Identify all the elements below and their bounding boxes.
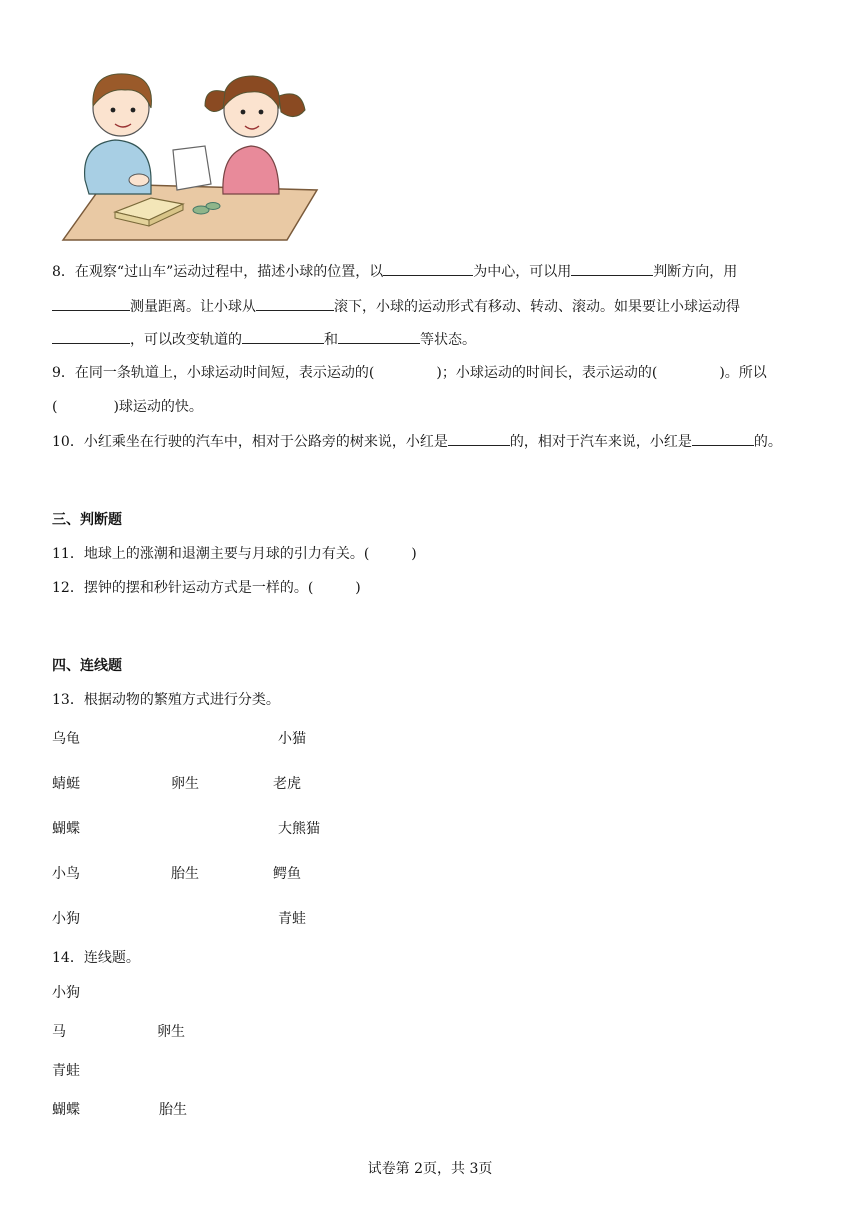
q8-text: 滚下，小球的运动形式有移动、转动、滚动。如果要让小球运动得 (334, 299, 740, 315)
question-11 (52, 544, 417, 564)
q13-right-item[interactable]: 小猫 (278, 731, 306, 747)
q8-blank-state-2[interactable] (338, 329, 420, 344)
q14-left-item[interactable]: 小狗 (52, 985, 80, 1001)
question-10 (52, 431, 782, 452)
q13-left-item[interactable]: 蝴蝶 (52, 821, 80, 837)
q9-text: 9．在同一条轨道上，小球运动时间短，表示运动的( (52, 365, 375, 381)
boy-figure (85, 74, 152, 194)
q10-text: 的。 (753, 434, 782, 450)
q9-text: )球运动的快。 (113, 399, 203, 415)
section-title: 四、连线题 (52, 658, 122, 674)
q14-right-item[interactable]: 卵生 (157, 1024, 185, 1040)
question-9-line-2 (52, 397, 203, 417)
q8-text: 8．在观察“过山车”运动过程中，描述小球的位置，以 (52, 264, 384, 280)
q12-text: 12．摆钟的摆和秒针运动方式是一样的。( (52, 580, 314, 596)
q8-blank-state-1[interactable] (242, 329, 324, 344)
question-8-line-3 (52, 329, 476, 350)
question-8-line-1 (52, 261, 737, 282)
q13-right-item[interactable]: 老虎 (273, 776, 301, 792)
q9-text: ( (52, 399, 58, 415)
q8-text: 和 (324, 332, 338, 348)
page-footer: 试卷第 2页，共 3页 (367, 1161, 493, 1177)
q8-text: 等状态。 (420, 332, 476, 348)
q14-left-item[interactable]: 蝴蝶 (52, 1102, 80, 1118)
q8-blank-direction[interactable] (571, 261, 653, 276)
q8-blank-measure[interactable] (52, 296, 130, 311)
q13-left-item[interactable]: 乌龟 (52, 731, 80, 747)
question-9-line-1 (52, 363, 767, 383)
question-12 (52, 578, 361, 598)
section-title: 三、判断题 (52, 512, 122, 528)
q8-blank-center[interactable] (383, 261, 473, 276)
q13-middle-item[interactable]: 卵生 (171, 776, 199, 792)
q9-text: )。所以 (719, 365, 767, 381)
q14-left-item[interactable]: 马 (52, 1024, 66, 1040)
q12-close-paren: ) (355, 580, 361, 596)
q13-left-item[interactable]: 蜻蜓 (52, 776, 80, 792)
question-8-line-2 (52, 296, 740, 317)
q13-right-item[interactable]: 鳄鱼 (273, 866, 301, 882)
q13-right-item[interactable]: 大熊猫 (278, 821, 320, 837)
q10-text: 10．小红乘坐在行驶的汽车中，相对于公路旁的树来说，小红是 (52, 434, 448, 450)
q13-right-item[interactable]: 青蛙 (278, 911, 306, 927)
q11-close-paren: ) (411, 546, 417, 562)
q8-text: ，可以改变轨道的 (130, 332, 242, 348)
q8-text: 为中心，可以用 (473, 264, 572, 280)
q14-right-item[interactable]: 胎生 (159, 1102, 187, 1118)
children-experiment-illustration (55, 62, 320, 244)
q10-text: 的，相对于汽车来说，小红是 (509, 434, 692, 450)
q13-middle-item[interactable]: 胎生 (171, 866, 199, 882)
q8-text: 测量距离。让小球从 (130, 299, 256, 315)
q13-left-item[interactable]: 小狗 (52, 911, 80, 927)
q10-blank-1[interactable] (448, 431, 510, 446)
q8-blank-roll-from[interactable] (256, 296, 334, 311)
q8-blank-speed[interactable] (52, 329, 130, 344)
q14-left-item[interactable]: 青蛙 (52, 1063, 80, 1079)
q9-text: )；小球运动的时间长，表示运动的( (436, 365, 658, 381)
q10-blank-2[interactable] (692, 431, 754, 446)
question-13-prompt: 13．根据动物的繁殖方式进行分类。 (52, 692, 280, 708)
question-14-prompt: 14．连线题。 (52, 950, 140, 966)
q11-text: 11．地球上的涨潮和退潮主要与月球的引力有关。( (52, 546, 370, 562)
q8-text: 判断方向，用 (653, 264, 738, 280)
girl-figure (205, 76, 305, 194)
q13-left-item[interactable]: 小鸟 (52, 866, 80, 882)
